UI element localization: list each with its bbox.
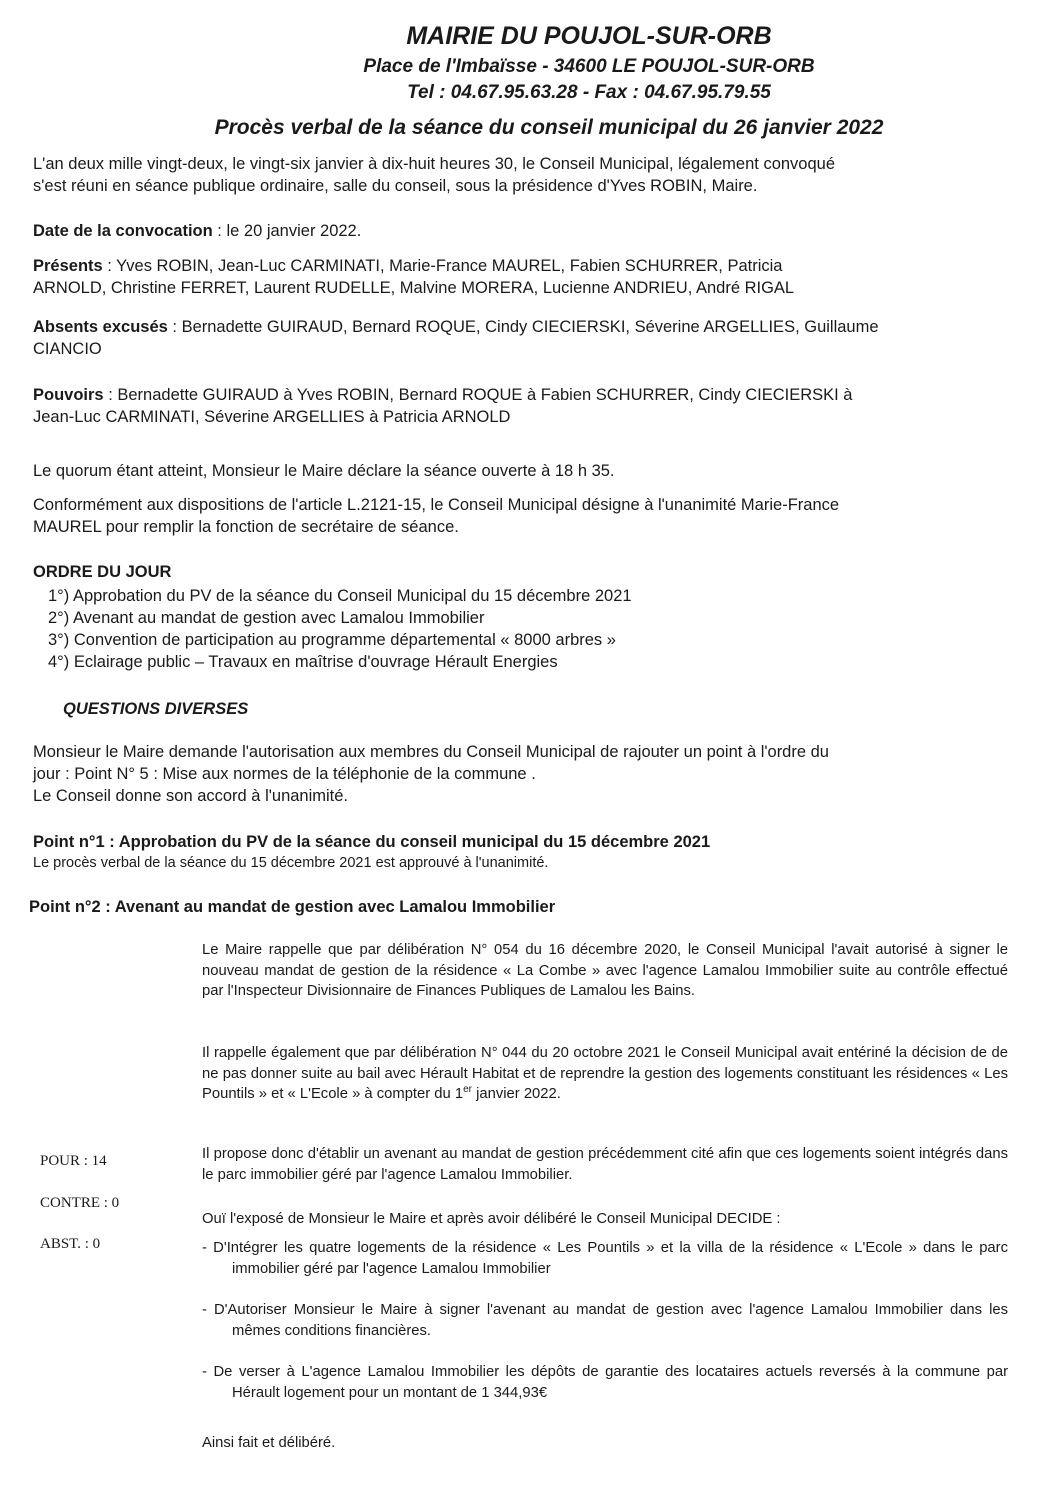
presents-line-1: : Yves ROBIN, Jean-Luc CARMINATI, Marie-France MAUREL, Fabien SCHURRER, Patricia [102,257,783,275]
intro-line-2: s'est réuni en séance publique ordinaire, salle du conseil, sous la présidence d'Yves ROBIN, Maire. [33,177,758,195]
ordre-du-jour-heading: ORDRE DU JOUR [33,563,172,581]
convocation-value: : le 20 janvier 2022. [212,222,362,240]
point2-decision-2: - D'Autoriser Monsieur le Maire à signer l'avenant au mandat de gestion avec l'agence Lamalou Immobilier dans les mêmes conditions financières. [202,1302,1008,1339]
presents-label: Présents [33,257,103,275]
point2-paragraph-1: Le Maire rappelle que par délibération N° 054 du 16 décembre 2020, le Conseil Municipal l'avait autorisé à signer le nouveau mandat de gestion de la résidence « La Combe » avec l'agence Lamalou Immobilier suite au contrôle effectué par l'Inspecteur Divisionnaire de Finances Publiques de Lamalou les Bains. [202,942,1008,999]
absents-paragraph [33,316,1033,360]
absents-line-1: : Bernadette GUIRAUD, Bernard ROQUE, Cindy CIECIERSKI, Séverine ARGELLIES, Guillaume [167,318,879,336]
point1-text: Le procès verbal de la séance du 15 décembre 2021 est approuvé à l'unanimité. [33,855,549,871]
convocation-paragraph [33,220,1033,242]
ajout-line-2: jour : Point N° 5 : Mise aux normes de la téléphonie de la commune . [33,765,536,783]
document-title: Procès verbal de la séance du conseil municipal du 26 janvier 2022 [214,116,884,139]
mairie-title: MAIRIE DU POUJOL-SUR-ORB [406,22,772,50]
absents-label: Absents excusés [33,318,168,336]
presents-line-2: ARNOLD, Christine FERRET, Laurent RUDELLE, Malvine MORERA, Lucienne ANDRIEU, André RIGAL [33,279,795,297]
point2-title: Point n°2 : Avenant au mandat de gestion avec Lamalou Immobilier [29,898,556,916]
convocation-label: Date de la convocation [33,222,213,240]
list-item: 1°) Approbation du PV de la séance du Conseil Municipal du 15 décembre 2021 [48,587,632,605]
vote-abstention: ABST. : 0 [40,1236,101,1252]
ajout-line-3: Le Conseil donne son accord à l'unanimité. [33,787,349,805]
pouvoirs-line-1: : Bernadette GUIRAUD à Yves ROBIN, Bernard ROQUE à Fabien SCHURRER, Cindy CIECIERSKI à [103,386,853,404]
secretaire-line-2: MAUREL pour remplir la fonction de secrétaire de séance. [33,518,459,536]
point1-title: Point n°1 : Approbation du PV de la séance du conseil municipal du 15 décembre 2021 [33,833,711,851]
secretaire-paragraph [33,494,1033,538]
vote-contre: CONTRE : 0 [40,1195,120,1211]
ordre-du-jour-list [48,585,632,673]
list-item: 2°) Avenant au mandat de gestion avec Lamalou Immobilier [48,609,485,627]
list-item: 4°) Eclairage public – Travaux en maîtrise d'ouvrage Hérault Energies [48,653,558,671]
ajout-paragraph [33,741,1033,807]
point2-decision-3: - De verser à L'agence Lamalou Immobilier les dépôts de garantie des locataires actuels reversés à la commune par Hérault logement pour un montant de 1 344,93€ [202,1364,1008,1401]
point2-paragraph-3: Il propose donc d'établir un avenant au mandat de gestion précédemment cité afin que ces logements soient intégrés dans le parc immobilier géré par l'agence Lamalou Immobilier. [202,1146,1008,1183]
pouvoirs-line-2: Jean-Luc CARMINATI, Séverine ARGELLIES à Patricia ARNOLD [33,408,511,426]
ajout-line-1: Monsieur le Maire demande l'autorisation aux membres du Conseil Municipal de rajouter un point à l'ordre du [33,743,829,761]
point2-decision-intro: Ouï l'exposé de Monsieur le Maire et après avoir délibéré le Conseil Municipal DECIDE : [202,1211,781,1227]
point2-decision-1: - D'Intégrer les quatre logements de la résidence « Les Pountils » et la villa de la résidence « L'Ecole » dans le parc immobilier géré par l'agence Lamalou Immobilier [202,1240,1008,1277]
quorum-text: Le quorum étant atteint, Monsieur le Maire déclare la séance ouverte à 18 h 35. [33,462,615,480]
intro-line-1: L'an deux mille vingt-deux, le vingt-six janvier à dix-huit heures 30, le Conseil Municipal, légalement convoqué [33,155,835,173]
list-item: 3°) Convention de participation au programme départemental « 8000 arbres » [48,631,616,649]
intro-paragraph [33,153,1033,197]
point2-paragraph-2: Il rappelle également que par délibération N° 044 du 20 octobre 2021 le Conseil Municipal avait entériné la décision de de ne pas donner suite au bail avec Hérault Habitat et de reprendre la gestion des logements constituant les résidences « Les Pountils » et « L'Ecole » à compter du 1er janvier 2022. [202,1045,1008,1102]
pouvoirs-paragraph [33,384,1033,428]
absents-line-2: CIANCIO [33,340,102,358]
presents-paragraph [33,255,1033,299]
mairie-contact: Tel : 04.67.95.63.28 - Fax : 04.67.95.79.55 [407,82,771,103]
point2-closing: Ainsi fait et délibéré. [202,1435,336,1451]
pouvoirs-label: Pouvoirs [33,386,104,404]
questions-diverses-heading: QUESTIONS DIVERSES [63,700,249,718]
vote-pour: POUR : 14 [40,1153,107,1169]
mairie-address: Place de l'Imbaïsse - 34600 LE POUJOL-SUR-ORB [363,56,815,77]
secretaire-line-1: Conformément aux dispositions de l'article L.2121-15, le Conseil Municipal désigne à l'unanimité Marie-France [33,496,840,514]
